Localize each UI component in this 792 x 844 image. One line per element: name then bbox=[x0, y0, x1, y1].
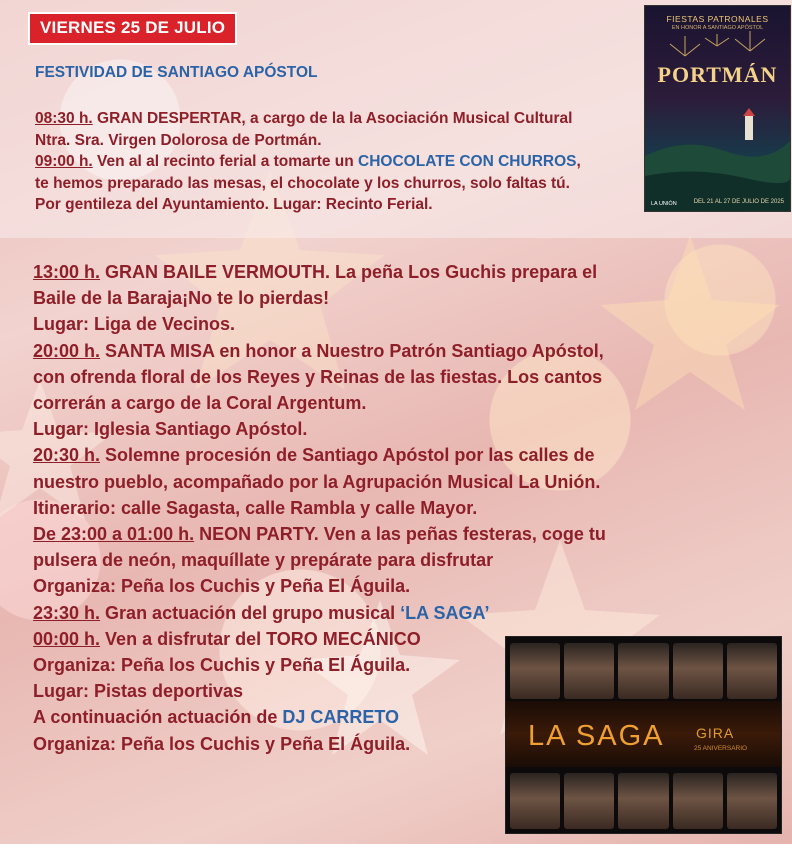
event-time: 13:00 h. bbox=[33, 262, 101, 282]
band-member-photo bbox=[564, 773, 614, 829]
band-member-photo bbox=[618, 773, 668, 829]
band-member-photo bbox=[673, 643, 723, 699]
event-1300 bbox=[33, 259, 693, 285]
event-text: SANTA MISA en honor a Nuestro Patrón Santiago Apóstol, bbox=[100, 340, 604, 361]
morning-events bbox=[35, 108, 655, 216]
event-text-line: nuestro pueblo, acompañado por la Agrupación Musical La Unión. bbox=[33, 471, 601, 492]
event-time: 08:30 h. bbox=[35, 110, 93, 127]
anniversary-label: 25 ANIVERSARIO bbox=[694, 745, 748, 752]
event-text: GRAN DESPERTAR, a cargo de la la Asociación Musical Cultural bbox=[92, 110, 573, 127]
la-saga-highlight: ‘LA SAGA’ bbox=[400, 602, 490, 623]
event-time: De 23:00 a 01:00 h. bbox=[33, 524, 195, 545]
event-2030 bbox=[33, 442, 693, 468]
band-member-photo bbox=[618, 643, 668, 699]
poster-title: PORTMÁN bbox=[657, 62, 778, 87]
event-text-line: Itinerario: calle Sagasta, calle Rambla y calle Mayor. bbox=[33, 497, 478, 518]
event-text-line: pulsera de neón, maquíllate y prepárate para disfrutar bbox=[33, 550, 494, 571]
event-text-line: Por gentileza del Ayuntamiento. Lugar: Recinto Ferial. bbox=[35, 196, 433, 213]
poster-dates: DEL 21 AL 27 DE JULIO DE 2025 bbox=[693, 199, 784, 205]
event-text: , bbox=[576, 153, 581, 170]
event-0830 bbox=[35, 108, 655, 130]
la-saga-band-image bbox=[505, 636, 782, 834]
poster-top-line: FIESTAS PATRONALES bbox=[666, 14, 769, 24]
la-saga-title: LA SAGA bbox=[528, 720, 665, 752]
la-union-logo: LA UNIÓN bbox=[651, 201, 677, 207]
event-time: 20:30 h. bbox=[33, 445, 101, 466]
event-text-line: Organiza: Peña los Cuchis y Peña El Águila. bbox=[33, 576, 411, 597]
fireworks-illustration bbox=[645, 6, 790, 211]
chocolate-highlight: CHOCOLATE CON CHURROS bbox=[358, 153, 577, 170]
event-2300 bbox=[33, 521, 693, 547]
band-member-photo bbox=[510, 773, 560, 829]
event-2330 bbox=[33, 600, 693, 626]
event-text: GRAN BAILE VERMOUTH. La peña Los Guchis prepara el bbox=[100, 262, 598, 282]
dj-carreto-highlight: DJ CARRETO bbox=[282, 707, 400, 728]
event-text-line: Baile de la Baraja¡No te lo pierdas! bbox=[33, 288, 330, 309]
event-time: 00:00 h. bbox=[33, 628, 101, 649]
band-member-photo bbox=[727, 643, 777, 699]
event-text-line: Ntra. Sra. Virgen Dolorosa de Portmán. bbox=[35, 131, 322, 149]
event-text: Solemne procesión de Santiago Apóstol por las calles de bbox=[100, 445, 595, 466]
event-time: 20:00 h. bbox=[33, 340, 101, 361]
event-text: Ven al al recinto ferial a tomarte un bbox=[92, 153, 359, 170]
band-member-photo bbox=[510, 643, 560, 699]
event-text: Ven a disfrutar del TORO MECÁNICO bbox=[100, 628, 421, 649]
band-photo-row-bottom bbox=[510, 773, 777, 829]
band-member-photo bbox=[727, 773, 777, 829]
band-member-photo bbox=[564, 643, 614, 699]
event-text-line: con ofrenda floral de los Reyes y Reinas de las fiestas. Los cantos bbox=[33, 366, 603, 387]
poster-sub-line: EN HONOR A SANTIAGO APÓSTOL bbox=[671, 25, 764, 31]
event-text-line: correrán a cargo de la Coral Argentum. bbox=[33, 393, 367, 414]
event-time: 09:00 h. bbox=[35, 153, 93, 170]
event-text-line: Organiza: Peña los Cuchis y Peña El Águila. bbox=[33, 733, 411, 754]
event-text-line: Organiza: Peña los Cuchis y Peña El Águila. bbox=[33, 655, 411, 676]
band-member-photo bbox=[673, 773, 723, 829]
event-2000 bbox=[33, 338, 693, 364]
portman-fiestas-poster bbox=[644, 5, 791, 212]
event-text-line: te hemos preparado las mesas, el chocolate y los churros, solo faltas tú. bbox=[35, 174, 570, 192]
date-badge: VIERNES 25 DE JULIO bbox=[28, 12, 237, 45]
event-text: A continuación actuación de bbox=[33, 707, 283, 728]
event-text: Gran actuación del grupo musical bbox=[100, 602, 401, 623]
gira-label: GIRA bbox=[696, 725, 735, 741]
event-text-line: Lugar: Liga de Vecinos. bbox=[33, 314, 236, 335]
festivity-title: FESTIVIDAD DE SANTIAGO APÓSTOL bbox=[35, 64, 318, 81]
band-photo-row-top bbox=[510, 643, 777, 699]
event-0900 bbox=[35, 151, 655, 173]
event-text: NEON PARTY. Ven a las peñas festeras, coge tu bbox=[194, 524, 606, 545]
event-text-line: Lugar: Pistas deportivas bbox=[33, 681, 244, 702]
event-text-line: Lugar: Iglesia Santiago Apóstol. bbox=[33, 419, 308, 440]
event-time: 23:30 h. bbox=[33, 602, 101, 623]
